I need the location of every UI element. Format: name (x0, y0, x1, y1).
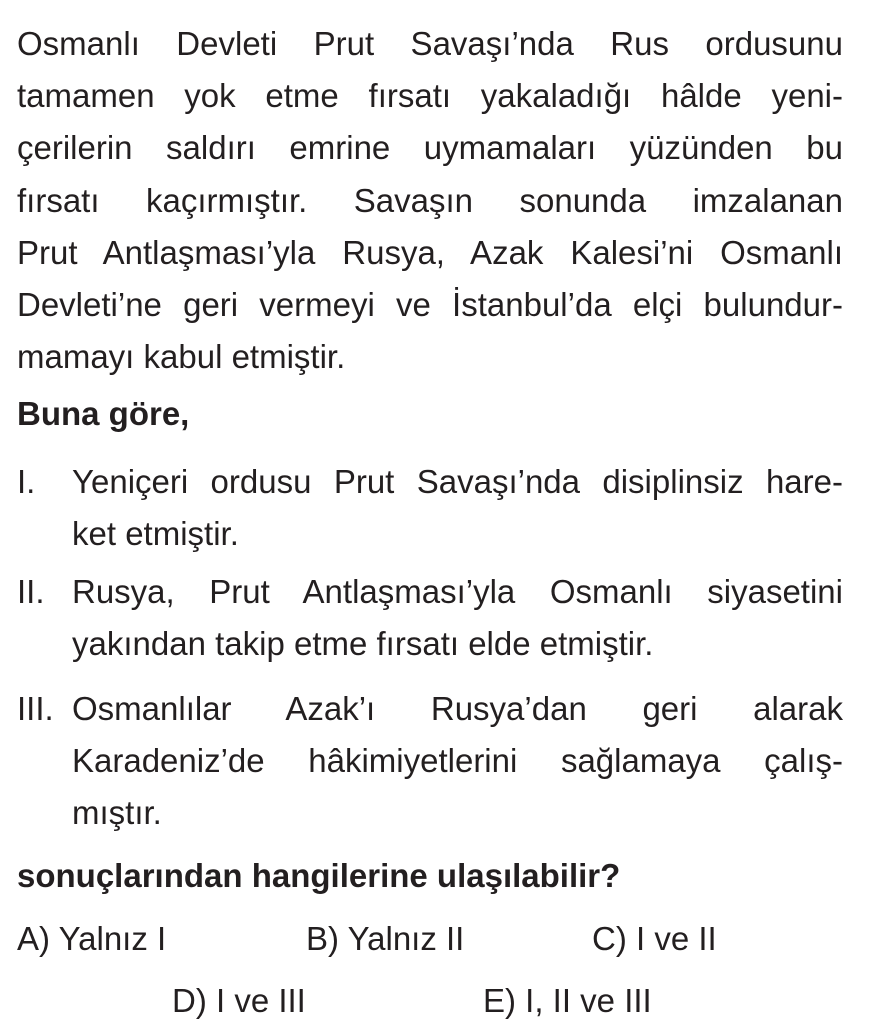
option-b[interactable]: B) Yalnız II (306, 920, 465, 957)
statement-number: I. (17, 463, 36, 500)
statement-number: II. (17, 573, 45, 610)
passage-line: Osmanlı Devleti Prut Savaşı’nda Rus ordusunu (17, 25, 843, 62)
passage (17, 18, 843, 383)
passage-line: tamamen yok etme fırsatı yakaladığı hâlde yeni- (17, 77, 843, 115)
passage-line: Devleti’ne geri vermeyi ve İstanbul’da elçi bulundur- (17, 285, 843, 323)
statement-line: mıştır. (72, 794, 162, 832)
passage-line: fırsatı kaçırmıştır. Savaşın sonunda imzalanan (17, 181, 843, 219)
option-e[interactable]: E) I, II ve III (483, 982, 652, 1019)
passage-line: çerilerin saldırı emrine uymamaları yüzünden bu (17, 129, 843, 167)
statement-text (72, 683, 843, 840)
statement-text (72, 456, 843, 560)
statement-line: Yeniçeri ordusu Prut Savaşı’nda disiplinsiz hare- (72, 463, 843, 500)
option-d[interactable]: D) I ve III (172, 982, 306, 1019)
option-a[interactable]: A) Yalnız I (17, 920, 167, 957)
statement-line: yakından takip etme fırsatı elde etmiştir. (72, 625, 654, 663)
statement-line: ket etmiştir. (72, 515, 239, 553)
statement-line: Rusya, Prut Antlaşması’yla Osmanlı siyasetini (72, 573, 843, 610)
statement-text (72, 566, 843, 670)
statement-line: Karadeniz’de hâkimiyetlerini sağlamaya çalış- (72, 742, 843, 780)
prompt-heading: Buna göre, (17, 395, 190, 432)
passage-line: mamayı kabul etmiştir. (17, 338, 346, 376)
option-c[interactable]: C) I ve II (592, 920, 717, 957)
statement-number: III. (17, 690, 54, 727)
passage-line: Prut Antlaşması’yla Rusya, Azak Kalesi’ni Osmanlı (17, 233, 843, 271)
statement-line: Osmanlılar Azak’ı Rusya’dan geri alarak (72, 690, 843, 727)
question-text: sonuçlarından hangilerine ulaşılabilir? (17, 857, 621, 894)
